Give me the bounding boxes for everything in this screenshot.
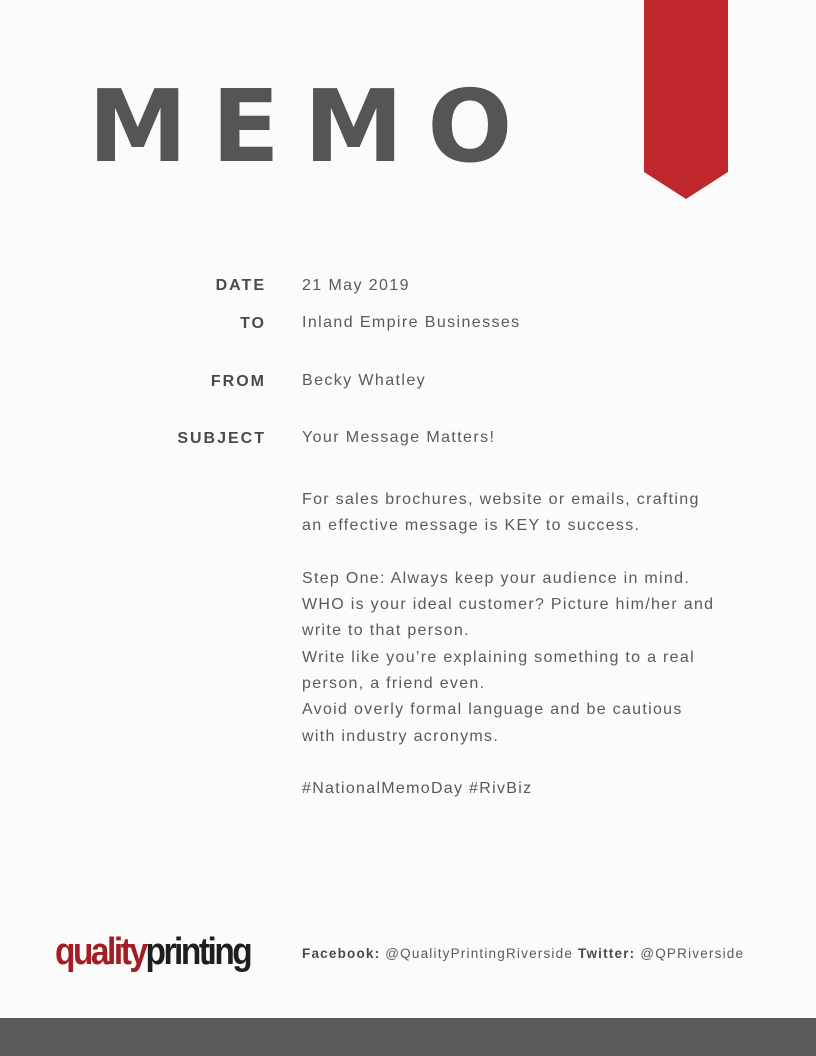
social-links bbox=[302, 946, 744, 961]
bookmark-ribbon bbox=[644, 0, 728, 200]
memo-body bbox=[302, 487, 722, 803]
body-hashtags: #NationalMemoDay #RivBiz bbox=[302, 780, 533, 798]
body-tip-friend: Write like you’re explaining something to a real person, a friend even. bbox=[302, 648, 695, 693]
twitter-handle: @QPRiverside bbox=[640, 946, 745, 961]
logo-printing-text: printing bbox=[145, 931, 251, 973]
subject-value: Your Message Matters! bbox=[302, 429, 496, 446]
logo-quality-text: quality bbox=[55, 931, 146, 973]
from-row bbox=[0, 373, 816, 403]
facebook-label: Facebook: bbox=[302, 946, 381, 961]
date-row bbox=[0, 277, 816, 307]
twitter-label: Twitter: bbox=[578, 946, 636, 961]
quality-printing-logo bbox=[55, 928, 250, 976]
body-step-one: Step One: Always keep your audience in mind. WHO is your ideal customer? Picture him/her and write to that person. bbox=[302, 569, 715, 640]
date-label: DATE bbox=[215, 277, 266, 294]
body-intro: For sales brochures, website or emails, crafting an effective message is KEY to success. bbox=[302, 491, 700, 535]
date-value: 21 May 2019 bbox=[302, 277, 410, 294]
from-value: Becky Whatley bbox=[302, 372, 427, 389]
from-label: FROM bbox=[210, 373, 266, 390]
facebook-handle: @QualityPrintingRiverside bbox=[385, 946, 574, 961]
footer-bar bbox=[0, 1018, 816, 1056]
memo-title: MEMO bbox=[88, 68, 537, 185]
to-label: TO bbox=[240, 315, 266, 332]
to-row bbox=[0, 315, 816, 345]
body-tip-language: Avoid overly formal language and be cautious with industry acronyms. bbox=[302, 701, 683, 745]
to-value: Inland Empire Businesses bbox=[302, 314, 521, 331]
subject-label: SUBJECT bbox=[177, 430, 266, 447]
subject-row bbox=[0, 430, 816, 460]
